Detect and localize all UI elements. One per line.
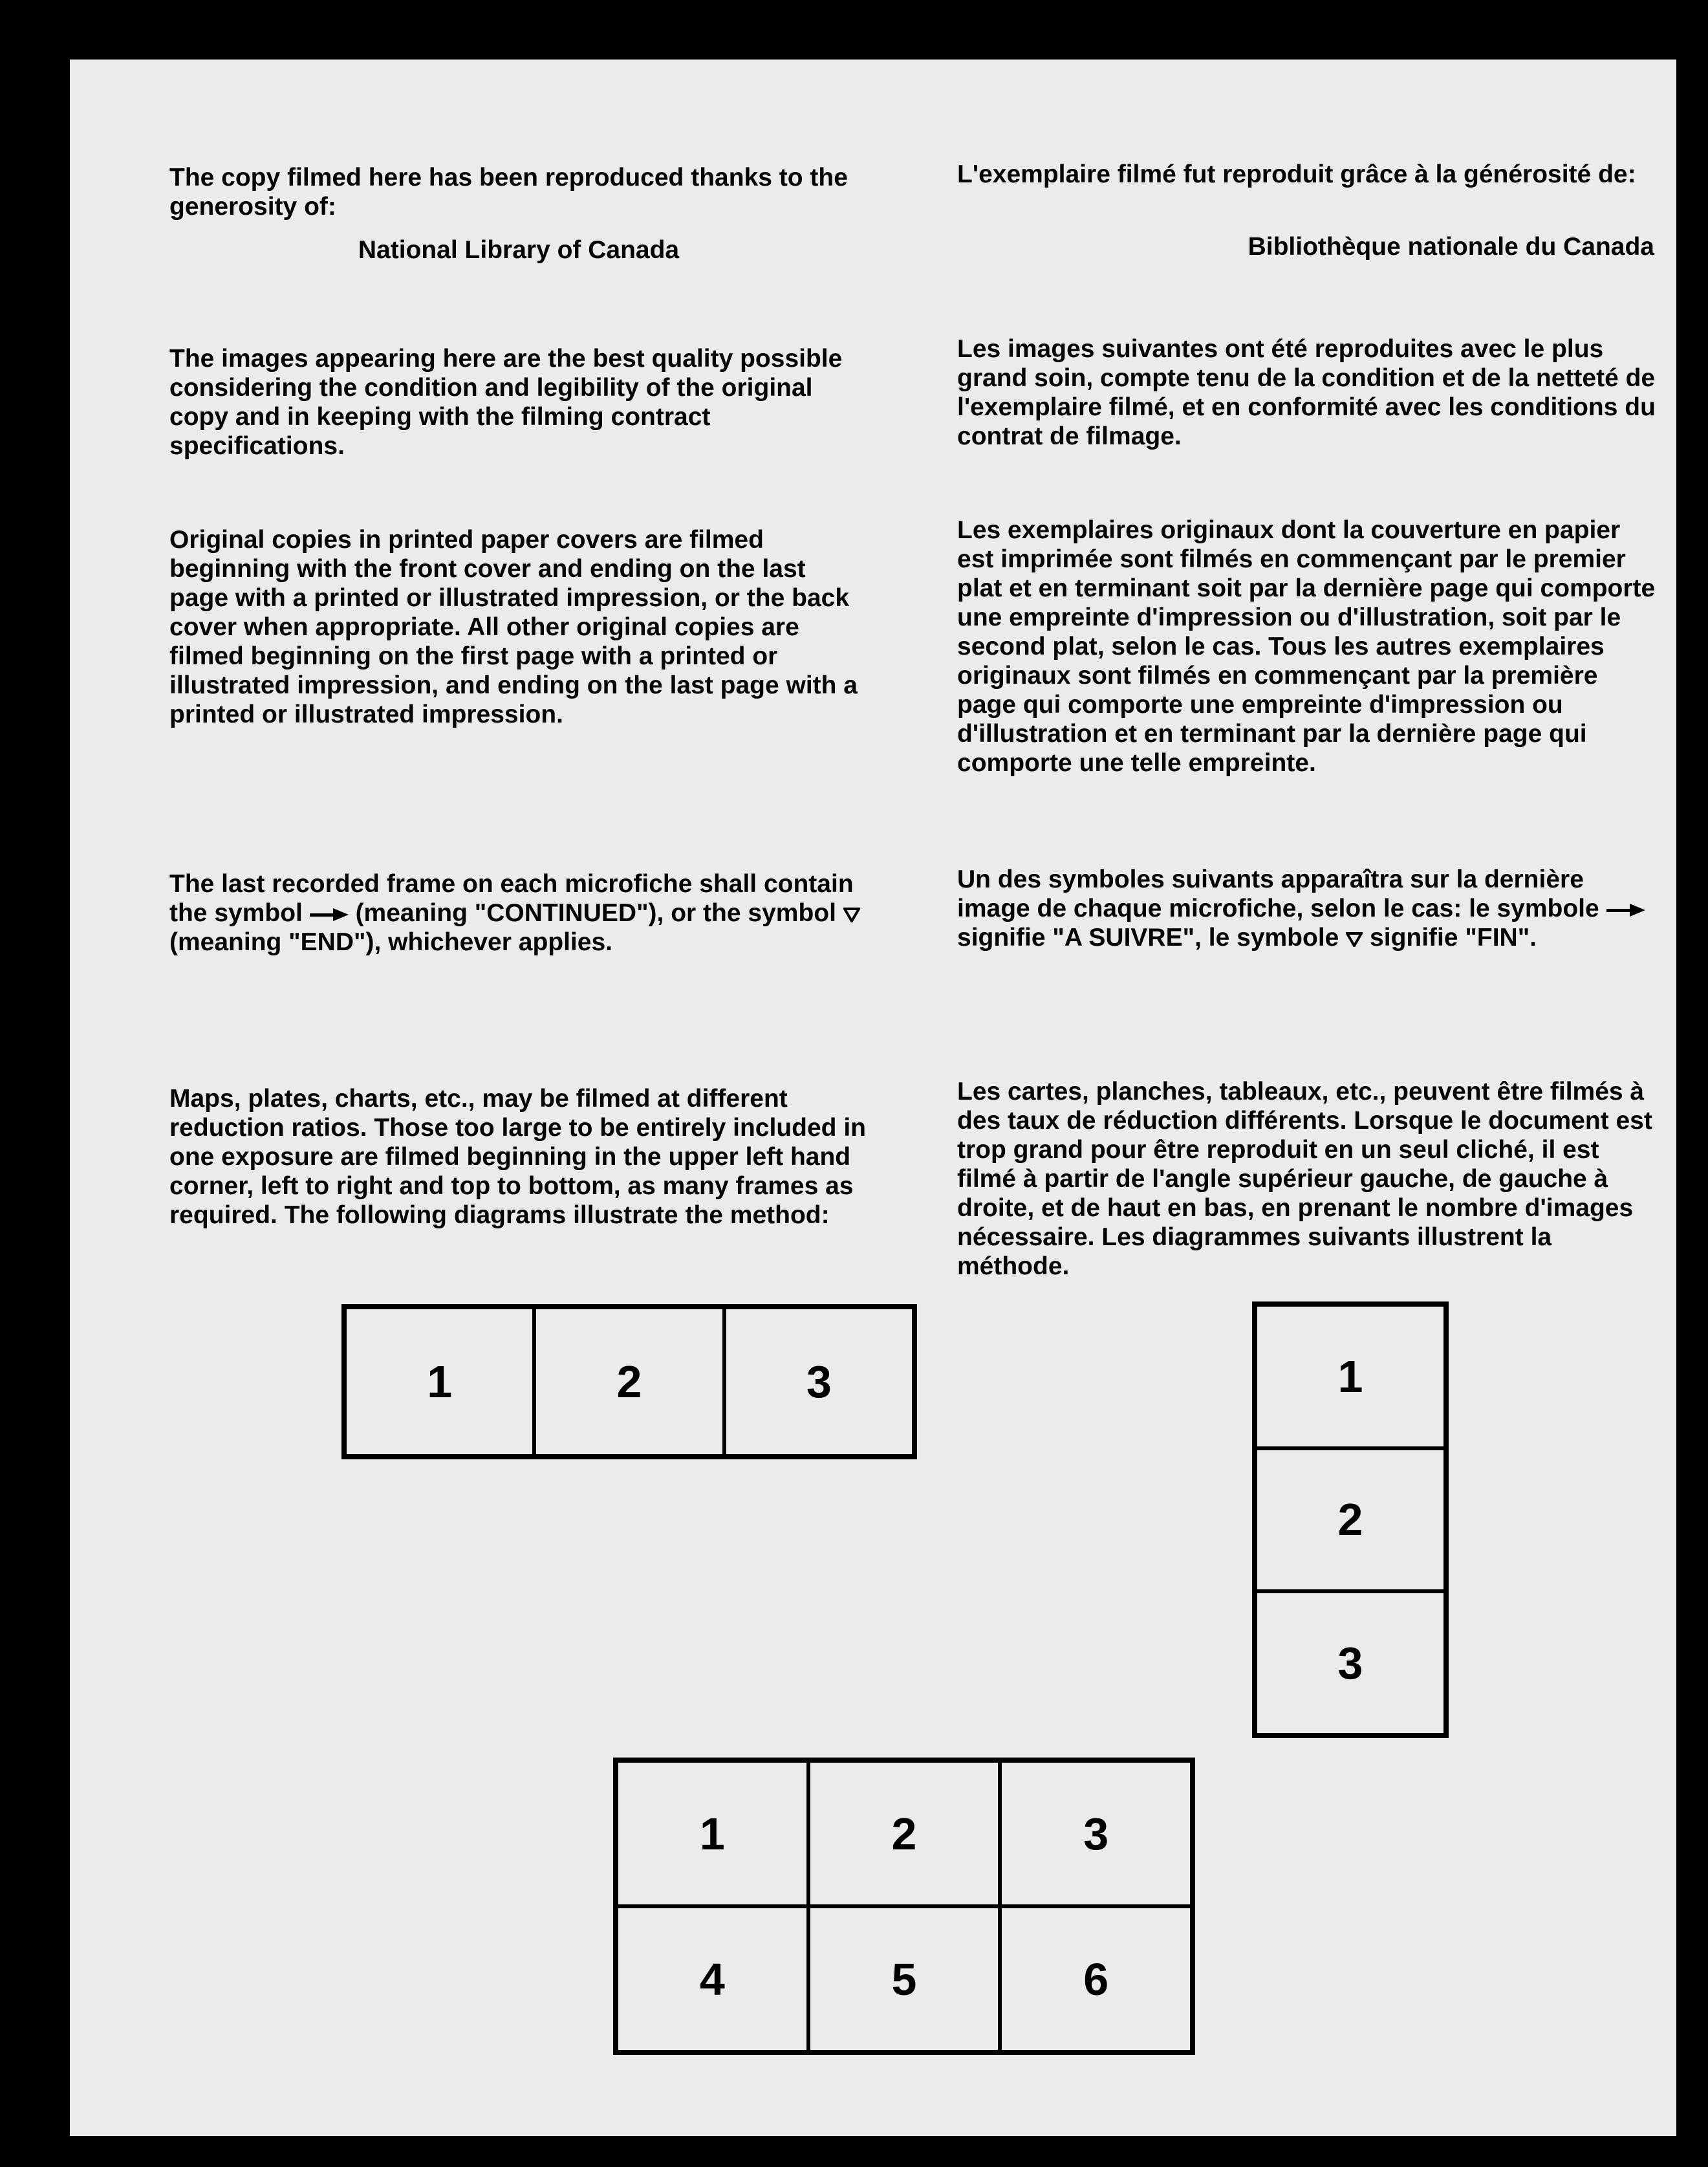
frame-2: 2 [1255, 1448, 1445, 1592]
end-triangle-icon-fr [1346, 931, 1363, 947]
image-quality-text-fr: Les images suivantes ont été reproduites avec le plus grand soin, compte tenu de la condition et de la netteté de l'exemplaire filmé, et en conformité avec les conditions du contrat de filmage. [957, 335, 1656, 450]
diagram-row [341, 1304, 917, 1459]
frame-3: 3 [724, 1307, 914, 1456]
frame-3: 3 [1000, 1761, 1192, 1906]
symbol-text-fr-part-3: signifie "FIN". [1370, 924, 1537, 952]
symbol-text-part-1: The last recorded frame on each microfiche shall contain the symbol [169, 870, 854, 927]
frame-1: 1 [345, 1307, 534, 1456]
diagram-grid [613, 1758, 1195, 2055]
frame-4: 4 [616, 1906, 808, 2052]
frame-6: 6 [1000, 1906, 1192, 2052]
french-column [957, 160, 1662, 1324]
acknowledgement-text-fr: L'exemplaire filmé fut reproduit grâce à la générosité de: [957, 160, 1636, 188]
symbol-text-fr-part-1: Un des symboles suivants apparaîtra sur la dernière image de chaque microfiche, selon le cas: le symbole [957, 866, 1599, 922]
original-copies-text-fr: Les exemplaires originaux dont la couverture en papier est imprimée sont filmés en commençant par le premier plat et en terminant soit par la dernière page qui comporte une empreinte d'impression ou d'illustration, soit par le second plat, selon le cas. Tous les autres exemplaires originaux sont filmés en commençant par la première page qui comporte une empreinte d'impression ou d'illustration et en terminant par la dernière page qui comporte une telle empreinte. [957, 516, 1656, 777]
continued-arrow-icon-fr [1606, 904, 1645, 917]
frame-2: 2 [808, 1761, 1000, 1906]
library-name-fr: Bibliothèque nationale du Canada [1248, 233, 1654, 261]
document-page [70, 60, 1676, 2136]
diagram-column [1252, 1301, 1449, 1738]
frame-3: 3 [1255, 1591, 1445, 1735]
english-column [169, 163, 868, 1327]
frame-1: 1 [1255, 1305, 1445, 1448]
library-name: National Library of Canada [358, 236, 680, 264]
end-triangle-icon [843, 907, 860, 922]
original-copies-text: Original copies in printed paper covers are filmed beginning with the front cover and ending on the last page with a printed or illustrated impression, or the back cover when appropriate. All other original copies are filmed beginning on the first page with a printed or illustrated impression, and ending on the last page with a printed or illustrated impression. [169, 526, 858, 728]
acknowledgement-text: The copy filmed here has been reproduced thanks to the generosity of: [169, 164, 848, 221]
symbol-text [169, 869, 868, 957]
frame-1: 1 [616, 1761, 808, 1906]
maps-text-fr: Les cartes, planches, tableaux, etc., peuvent être filmés à des taux de réduction différents. Lorsque le document est trop grand pour être reproduit en un seul cliché, il est filmé à partir de l'angle supérieur gauche, de gauche à droite, et de haut en bas, en prenant le nombre d'images nécessaire. Les diagrammes suivants illustrent la méthode. [957, 1078, 1652, 1280]
frame-5: 5 [808, 1906, 1000, 2052]
image-quality-text: The images appearing here are the best quality possible considering the condition and legibility of the original copy and in keeping with the filming contract specifications. [169, 345, 843, 460]
symbol-text-part-3: (meaning "END"), whichever applies. [169, 928, 612, 956]
maps-text: Maps, plates, charts, etc., may be filmed at different reduction ratios. Those too large to be entirely included in one exposure are filmed beginning in the upper left hand corner, left to right and top to bottom, as many frames as required. The following diagrams illustrate the method: [169, 1085, 866, 1229]
symbol-text-fr-part-2: signifie "A SUIVRE", le symbole [957, 924, 1339, 952]
frame-2: 2 [534, 1307, 724, 1456]
symbol-text-fr [957, 865, 1662, 952]
continued-arrow-icon [310, 908, 349, 921]
symbol-text-part-2: (meaning "CONTINUED"), or the symbol [355, 899, 836, 927]
